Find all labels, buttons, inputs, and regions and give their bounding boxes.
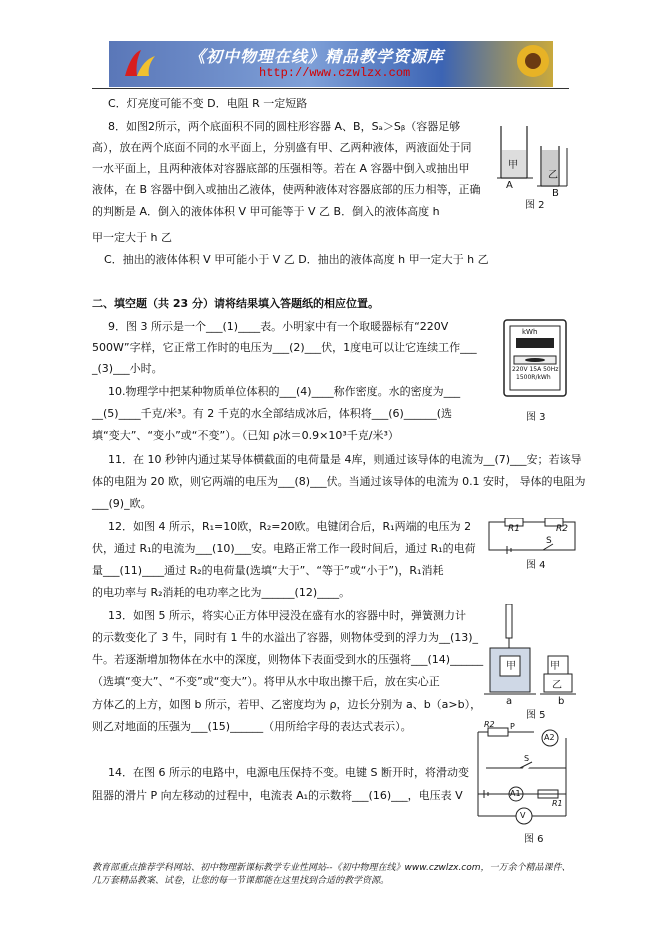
text-line: _(3)___小时。 [92, 362, 163, 375]
text-line: C．抽出的液体体积 V 甲可能小于 V 乙 D．抽出的液体高度 h 甲一定大于 h 乙 [104, 253, 489, 266]
text-line: 则乙对地面的压强为___(15)______（用所给字母的表达式表示）。 [92, 720, 412, 733]
text-line: C．灯亮度可能不变 D．电阻 R 一定短路 [108, 97, 308, 110]
text-line: 阻器的滑片 P 向左移动的过程中，电流表 A₁的示数将___(16)___，电压表 V [92, 789, 463, 802]
page-footer [92, 862, 571, 888]
fig2-label-jia: 甲 [508, 160, 518, 171]
text-line: 二、填空题（共 23 分）请将结果填入答题纸的相应位置。 [92, 297, 379, 310]
text-line: 8．如图2所示，两个底面积不同的圆柱形容器 A、B，Sₐ＞Sᵦ（容器足够 [108, 120, 461, 133]
text-line: 高），放在两个底面不同的水平面上，分别盛有甲、乙两种液体，两液面处于同 [92, 141, 472, 154]
fig6-p: P [510, 722, 515, 731]
figure-4-caption: 图 4 [526, 560, 546, 571]
text-line: 12．如图 4 所示，R₁=10欧，R₂=20欧。电键闭合后，R₁两端的电压为 2 [108, 520, 472, 533]
sunflower-icon [493, 41, 553, 87]
fig6-a1: A1 [510, 789, 521, 798]
text-line: 甲一定大于 h 乙 [92, 231, 172, 244]
header-divider [92, 88, 569, 89]
text-line: __(5)____千克/米³。有 2 千克的水全部结成冰后，体积将___(6)______(选 [92, 407, 453, 420]
text-line: 牛。若逐渐增加物体在水中的深度，则物体下表面受到水的压强将___(14)______ [92, 653, 484, 666]
fig5-jia-a: 甲 [506, 661, 516, 672]
figure-6-caption: 图 6 [524, 834, 544, 845]
fig6-r2: R2 [484, 720, 495, 729]
banner-title: 《初中物理在线》精品教学资源库 [189, 47, 445, 66]
text-line: 的示数变化了 3 牛，同时有 1 牛的水溢出了容器，则物体受到的浮力为__(13)_ [92, 631, 479, 644]
fig2-label-a: A [506, 180, 513, 191]
fig4-s: S [546, 536, 552, 546]
fig6-a2: A2 [544, 733, 555, 742]
figure-3-caption: 图 3 [526, 412, 546, 423]
text-line: 体的电阻为 20 欧，则它两端的电压为___(8)___伏。当通过该导体的电流为 0.1 安时， 导体的电阻为 [92, 475, 586, 488]
fig6-v: V [520, 811, 526, 820]
site-logo-icon [119, 46, 159, 82]
fig5-jia-b: 甲 [550, 661, 560, 672]
fig2-label-yi: 乙 [548, 170, 558, 181]
fig2-label-b: B [552, 188, 559, 199]
text-line: ___(9)_欧。 [92, 497, 152, 510]
text-line: 填“变大”、“变小”或“不变”）。（已知 ρ冰＝0.9×10³千克/米³） [92, 429, 399, 442]
text-line: 液体，在 B 容器中倒入或抽出乙液体，使两种液体对容器底部的压力相等，正确 [92, 183, 481, 196]
banner-url[interactable]: http://www.czwlzx.com [259, 66, 411, 80]
text-line: 一水平面上，且两种液体对容器底部的压强相等。若在 A 容器中倒入或抽出甲 [92, 162, 470, 175]
text-line: 量___(11)____通过 R₂的电荷量(选填“大于”、“等于”或“小于”)，R₁消耗 [92, 564, 444, 577]
fig5-a: a [506, 696, 513, 707]
fig6-r1: R1 [552, 799, 563, 808]
text-line: 11．在 10 秒钟内通过某导体横截面的电荷量是 4库，则通过该导体的电流为__(7)___安；若该导 [108, 453, 582, 466]
text-line: 9．图 3 所示是一个___(1)____表。小明家中有一个取暖器标有“220V [108, 320, 449, 333]
fig3-rev: 1500R/kWh [516, 374, 551, 381]
text-line: 的电功率与 R₂消耗的电功率之比为______(12)____。 [92, 586, 351, 599]
fig5-yi: 乙 [552, 680, 562, 691]
figure-2-caption: 图 2 [525, 200, 545, 211]
fig3-spec: 220V 15A 50Hz [512, 366, 559, 373]
text-line: 500W”字样，它正常工作时的电压为___(2)___伏，1度电可以让它连续工作___ [92, 341, 477, 354]
text-line: 13．如图 5 所示，将实心正方体甲浸没在盛有水的容器中时，弹簧测力计 [108, 609, 466, 622]
text-line: 伏，通过 R₁的电流为___(10)___安。电路正常工作一段时间后，通过 R₁的电荷 [92, 542, 476, 555]
text-line: 的判断是 A．倒入的液体体积 V 甲可能等于 V 乙 B．倒入的液体高度 h [92, 205, 440, 218]
fig6-s: S [524, 754, 530, 763]
figure-5 [484, 604, 578, 704]
fig5-b: b [558, 696, 565, 707]
footer-line-2: 几万套精品教案、试卷，让您的每一节课都能在这里找到合适的教学资源。 [92, 876, 390, 886]
text-line: 10.物理学中把某种物质单位体积的___(4)____称作密度。水的密度为___ [108, 385, 461, 398]
fig3-unit: kWh [522, 328, 538, 336]
footer-line-1: 教育部重点推荐学科网站、初中物理新课标教学专业性网站--《初中物理在线》www.czwlzx.com，一万余个精品课件、 [92, 863, 571, 873]
text-line: （选填“变大”、“不变”或“变大”）。将甲从水中取出擦干后，放在实心正 [92, 675, 440, 688]
fig4-r2: R2 [556, 524, 568, 534]
text-line: 14．在图 6 所示的电路中，电源电压保持不变。电键 S 断开时，将滑动变 [108, 766, 469, 779]
fig4-r1: R1 [508, 524, 520, 534]
header-banner [109, 41, 553, 87]
figure-5-caption: 图 5 [526, 710, 546, 721]
text-line: 方体乙的上方，如图 b 所示，若甲、乙密度均为 ρ，边长分别为 a、b（a>b）， [92, 698, 482, 711]
